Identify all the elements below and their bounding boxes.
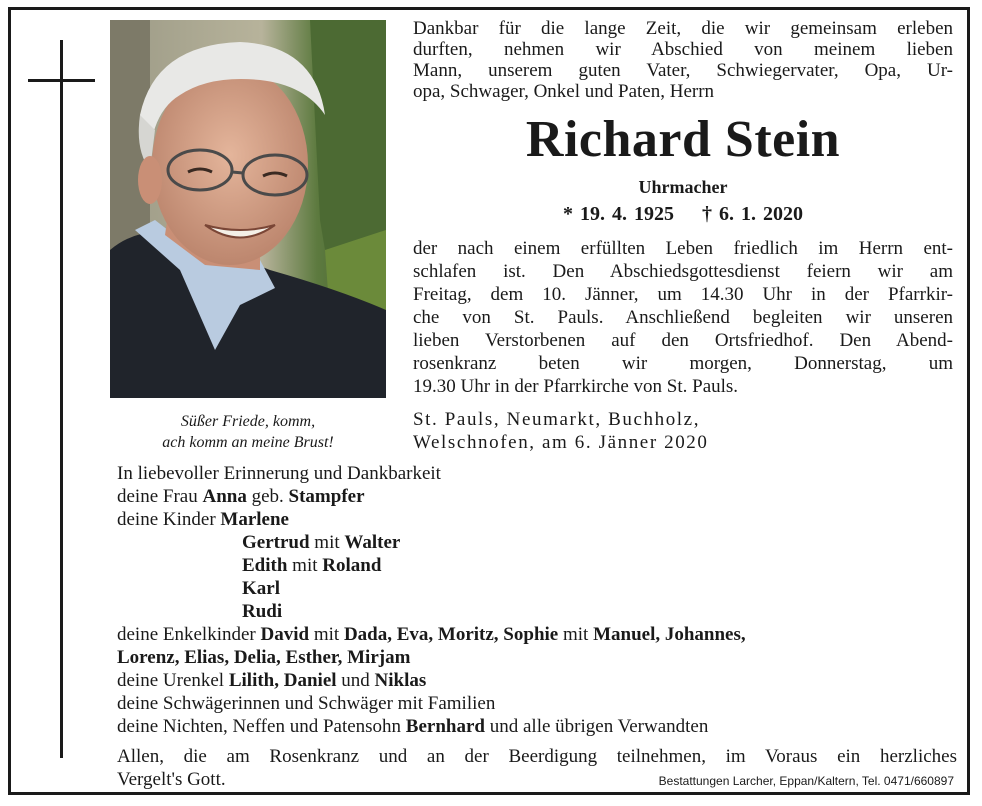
intro-line: durften, nehmen wir Abschied von meinem lieben xyxy=(413,39,953,60)
place-and-date xyxy=(413,408,953,454)
mourner-child: Edith mit Roland xyxy=(242,555,382,576)
intro-line: Dankbar für die lange Zeit, die wir gemeinsam erleben xyxy=(413,18,953,39)
portrait-photo xyxy=(110,20,386,398)
deceased-name: Richard Stein xyxy=(525,111,841,168)
mourner-relatives: deine Nichten, Neffen und Patensohn Bernhard und alle übrigen Verwandten xyxy=(117,716,709,737)
mourner-in-laws: deine Schwägerinnen und Schwäger mit Familien xyxy=(117,693,496,714)
details-line: der nach einem erfüllten Leben friedlich im Herrn ent- xyxy=(413,238,953,259)
motto-line: Süßer Friede, komm, xyxy=(180,413,316,430)
mourner-children: deine Kinder Marlene xyxy=(117,509,289,530)
mourners-intro: In liebevoller Erinnerung und Dankbarkeit xyxy=(117,463,441,484)
cross-icon xyxy=(60,40,63,758)
intro-paragraph xyxy=(413,18,953,102)
place-line: Welschnofen, am 6. Jänner 2020 xyxy=(413,432,709,453)
undertaker-credit: Bestattungen Larcher, Eppan/Kaltern, Tel. 0471/660897 xyxy=(658,774,954,788)
motto-quote xyxy=(110,411,386,453)
intro-line: Mann, unserem guten Vater, Schwiegervater, Opa, Ur- xyxy=(413,60,953,81)
mourner-grandchildren: deine Enkelkinder David mit Dada, Eva, Moritz, Sophie mit Manuel, Johannes, xyxy=(117,624,746,645)
mourner-wife: deine Frau Anna geb. Stampfer xyxy=(117,486,365,507)
details-line: che von St. Pauls. Anschließend begleiten wir unseren xyxy=(413,307,953,328)
closing-line: Allen, die am Rosenkranz und an der Beerdigung teilnehmen, im Voraus ein herzliches xyxy=(117,746,957,767)
mourner-child: Karl xyxy=(242,578,280,599)
mourner-child: Rudi xyxy=(242,601,283,622)
details-line: schlafen ist. Den Abschiedsgottesdienst feiern wir am xyxy=(413,261,953,282)
details-line: lieben Verstorbenen auf den Ortsfriedhof. Den Abend- xyxy=(413,330,953,351)
mourner-child: Gertrud mit Walter xyxy=(242,532,401,553)
details-line: 19.30 Uhr in der Pfarrkirche von St. Pauls. xyxy=(413,376,739,397)
details-line: rosenkranz beten wir morgen, Donnerstag, um xyxy=(413,353,953,374)
deceased-profession: Uhrmacher xyxy=(638,177,728,197)
motto-line: ach komm an meine Brust! xyxy=(162,434,334,451)
closing-line: Vergelt's Gott. xyxy=(117,769,226,790)
mourner-great-grandchildren: deine Urenkel Lilith, Daniel und Niklas xyxy=(117,670,427,691)
mourners-list xyxy=(117,462,957,738)
details-line: Freitag, dem 10. Jänner, um 14.30 Uhr in der Pfarrkir- xyxy=(413,284,953,305)
place-line: St. Pauls, Neumarkt, Buchholz, xyxy=(413,409,701,430)
mourner-grandchildren-cont: Lorenz, Elias, Delia, Esther, Mirjam xyxy=(117,647,411,668)
intro-line: opa, Schwager, Onkel und Paten, Herrn xyxy=(413,81,715,102)
funeral-details xyxy=(413,237,953,398)
cross-icon-bar xyxy=(28,79,95,82)
birth-date: * 19. 4. 1925 xyxy=(563,203,674,225)
life-dates xyxy=(413,203,953,226)
death-date: † 6. 1. 2020 xyxy=(702,203,803,225)
